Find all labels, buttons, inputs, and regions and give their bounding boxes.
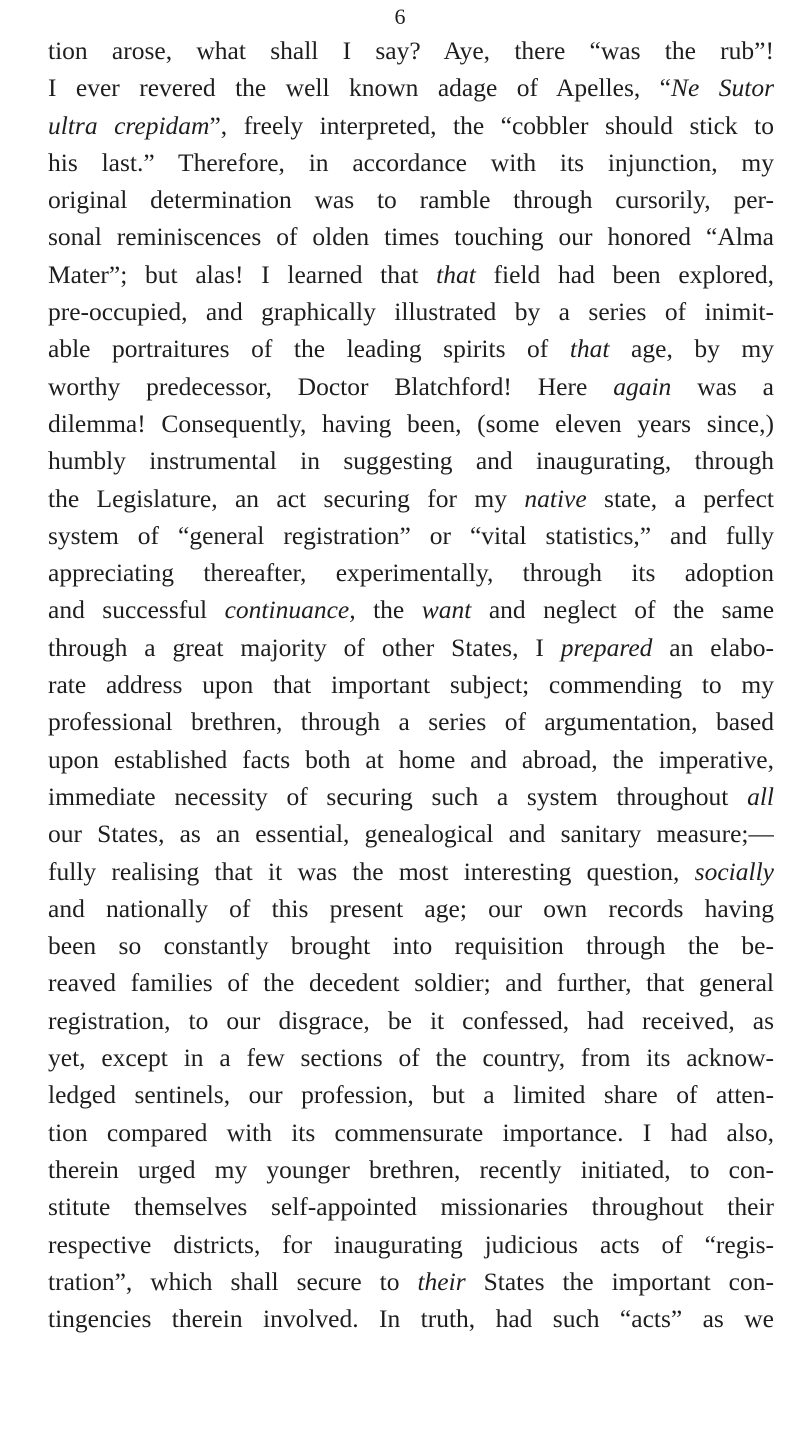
text-line	[48, 927, 774, 964]
text-run: ledged sentinels, our profession, but a limited share of atten-	[48, 1080, 774, 1110]
text-line	[48, 666, 774, 703]
text-line	[48, 1300, 774, 1337]
text-line	[48, 1151, 774, 1188]
text-line	[48, 554, 774, 591]
text-run: immediate necessity of securing such a system throughout	[48, 781, 748, 811]
text-run: States the important con-	[465, 1266, 774, 1296]
text-run: reaved families of the decedent soldier; and further, that general	[48, 968, 774, 998]
text-run: an elabo-	[652, 632, 774, 662]
body-text	[48, 32, 774, 1337]
italic-text: that	[569, 334, 610, 364]
text-line	[48, 1226, 774, 1263]
text-line	[48, 1188, 774, 1225]
text-line	[48, 405, 774, 442]
text-line	[48, 1263, 774, 1300]
text-run: humbly instrumental in suggesting and inaugurating, through	[48, 446, 774, 476]
text-run: original determination was to ramble through cursorily, per-	[48, 185, 774, 215]
text-run: through a great majority of other States, I	[48, 632, 561, 662]
text-run: been so constantly brought into requisition through the be-	[48, 931, 774, 961]
text-line	[48, 181, 774, 218]
italic-text: again	[613, 371, 672, 401]
text-run: tion compared with its commensurate importance. I had also,	[48, 1117, 774, 1147]
text-line	[48, 1076, 774, 1113]
italic-text: all	[747, 781, 774, 811]
text-line	[48, 591, 774, 628]
text-run: age, by my	[609, 334, 774, 364]
text-line	[48, 1039, 774, 1076]
text-line	[48, 1002, 774, 1039]
text-line	[48, 69, 774, 106]
italic-text: their	[417, 1266, 466, 1296]
text-run: sonal reminiscences of olden times touching our honored “Alma	[48, 222, 774, 252]
italic-text: Ne Sutor	[670, 73, 774, 103]
text-run: professional brethren, through a series of argumentation, based	[48, 707, 774, 737]
text-line	[48, 330, 774, 367]
text-line	[48, 1114, 774, 1151]
text-run: able portraitures of the leading spirits of	[48, 334, 570, 364]
text-line	[48, 815, 774, 852]
text-line	[48, 293, 774, 330]
text-line	[48, 703, 774, 740]
text-run: tingencies therein involved. In truth, had such “acts” as we	[48, 1304, 774, 1334]
text-line	[48, 144, 774, 181]
text-run: state, a perfect	[586, 483, 774, 513]
italic-text: socially	[694, 856, 774, 886]
italic-text: want	[421, 595, 472, 625]
italic-text: native	[524, 483, 587, 513]
text-line	[48, 629, 774, 666]
text-run: dilemma! Consequently, having been, (some eleven years since,)	[48, 408, 774, 438]
text-run: therein urged my younger brethren, recently initiated, to con-	[48, 1154, 774, 1184]
text-run: the	[355, 595, 422, 625]
text-run: his last.” Therefore, in accordance with its injunction, my	[48, 147, 774, 177]
text-line	[48, 256, 774, 293]
italic-text: prepared	[560, 632, 653, 662]
text-run: upon established facts both at home and abroad, the imperative,	[48, 744, 774, 774]
text-run: appreciating thereafter, experimentally, through its adoption	[48, 558, 774, 588]
text-run: registration, to our disgrace, be it confessed, had received, as	[48, 1005, 774, 1035]
text-run: and nationally of this present age; our own records having	[48, 893, 774, 923]
text-run: worthy predecessor, Doctor Blatchford! Here	[48, 371, 614, 401]
text-line	[48, 368, 774, 405]
text-line	[48, 32, 774, 69]
text-run: stitute themselves self-appointed missionaries throughout their	[48, 1192, 774, 1222]
text-line	[48, 853, 774, 890]
text-line	[48, 442, 774, 479]
text-line	[48, 964, 774, 1001]
text-run: system of “general registration” or “vital statistics,” and fully	[48, 520, 774, 550]
italic-text: ultra crepidam	[48, 110, 210, 140]
text-run: rate address upon that important subject; commending to my	[48, 670, 774, 700]
text-line	[48, 107, 774, 144]
page-number: 6	[394, 4, 406, 29]
text-line	[48, 218, 774, 255]
text-line	[48, 890, 774, 927]
text-run: was a	[671, 371, 774, 401]
text-run: respective districts, for inaugurating judicious acts of “regis-	[48, 1229, 774, 1259]
text-run: yet, except in a few sections of the country, from its acknow-	[48, 1043, 774, 1073]
text-run: and successful	[48, 595, 225, 625]
text-run: I ever revered the well known adage of Apelles, “	[48, 73, 671, 103]
text-run: fully realising that it was the most interesting question,	[48, 856, 695, 886]
text-run: pre-occupied, and graphically illustrated by a series of inimit-	[48, 297, 774, 327]
text-run: Mater”; but alas! I learned that	[48, 259, 437, 289]
italic-text: continuance,	[224, 595, 356, 625]
text-run: our States, as an essential, genealogical and sanitary measure;—	[48, 819, 774, 849]
text-run: ”, freely interpreted, the “cobbler should stick to	[209, 110, 774, 140]
text-run: and neglect of the same	[471, 595, 774, 625]
text-line	[48, 741, 774, 778]
text-run: tion arose, what shall I say? Aye, there “was the rub”!	[48, 36, 774, 65]
text-line	[48, 778, 774, 815]
text-line	[48, 517, 774, 554]
text-run: tration”, which shall secure to	[48, 1266, 418, 1296]
text-run: field had been explored,	[475, 259, 774, 289]
text-line	[48, 480, 774, 517]
text-run: the Legislature, an act securing for my	[48, 483, 525, 513]
italic-text: that	[436, 259, 476, 289]
